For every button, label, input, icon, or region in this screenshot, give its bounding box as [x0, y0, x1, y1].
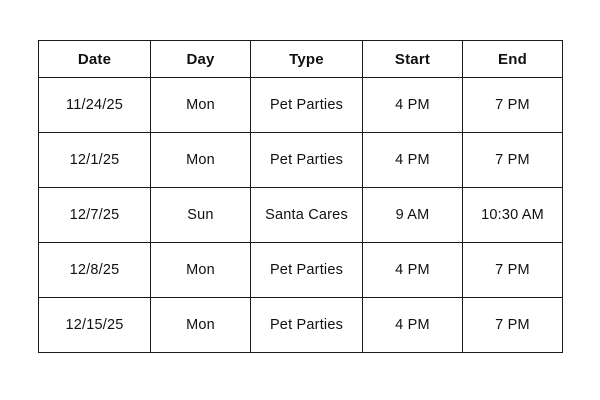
table-header-row — [39, 41, 563, 78]
column-header-end: End — [463, 41, 563, 78]
cell-type: Santa Cares — [251, 188, 363, 243]
schedule-table — [38, 40, 563, 353]
table-header — [39, 41, 563, 78]
cell-day: Mon — [151, 298, 251, 353]
cell-type: Pet Parties — [251, 243, 363, 298]
cell-day: Mon — [151, 78, 251, 133]
cell-date: 12/1/25 — [39, 133, 151, 188]
cell-start: 4 PM — [363, 78, 463, 133]
cell-date: 11/24/25 — [39, 78, 151, 133]
cell-end: 7 PM — [463, 298, 563, 353]
cell-day: Sun — [151, 188, 251, 243]
cell-end: 7 PM — [463, 243, 563, 298]
column-header-type: Type — [251, 41, 363, 78]
cell-end: 7 PM — [463, 78, 563, 133]
table-body — [39, 78, 563, 353]
table-row — [39, 188, 563, 243]
cell-end: 10:30 AM — [463, 188, 563, 243]
table-row — [39, 133, 563, 188]
column-header-date: Date — [39, 41, 151, 78]
cell-day: Mon — [151, 133, 251, 188]
cell-start: 4 PM — [363, 133, 463, 188]
cell-day: Mon — [151, 243, 251, 298]
cell-date: 12/8/25 — [39, 243, 151, 298]
cell-type: Pet Parties — [251, 133, 363, 188]
cell-end: 7 PM — [463, 133, 563, 188]
cell-type: Pet Parties — [251, 78, 363, 133]
cell-date: 12/7/25 — [39, 188, 151, 243]
cell-start: 9 AM — [363, 188, 463, 243]
table-row — [39, 298, 563, 353]
table-row — [39, 243, 563, 298]
column-header-day: Day — [151, 41, 251, 78]
column-header-start: Start — [363, 41, 463, 78]
cell-type: Pet Parties — [251, 298, 363, 353]
cell-start: 4 PM — [363, 298, 463, 353]
cell-start: 4 PM — [363, 243, 463, 298]
table-row — [39, 78, 563, 133]
cell-date: 12/15/25 — [39, 298, 151, 353]
